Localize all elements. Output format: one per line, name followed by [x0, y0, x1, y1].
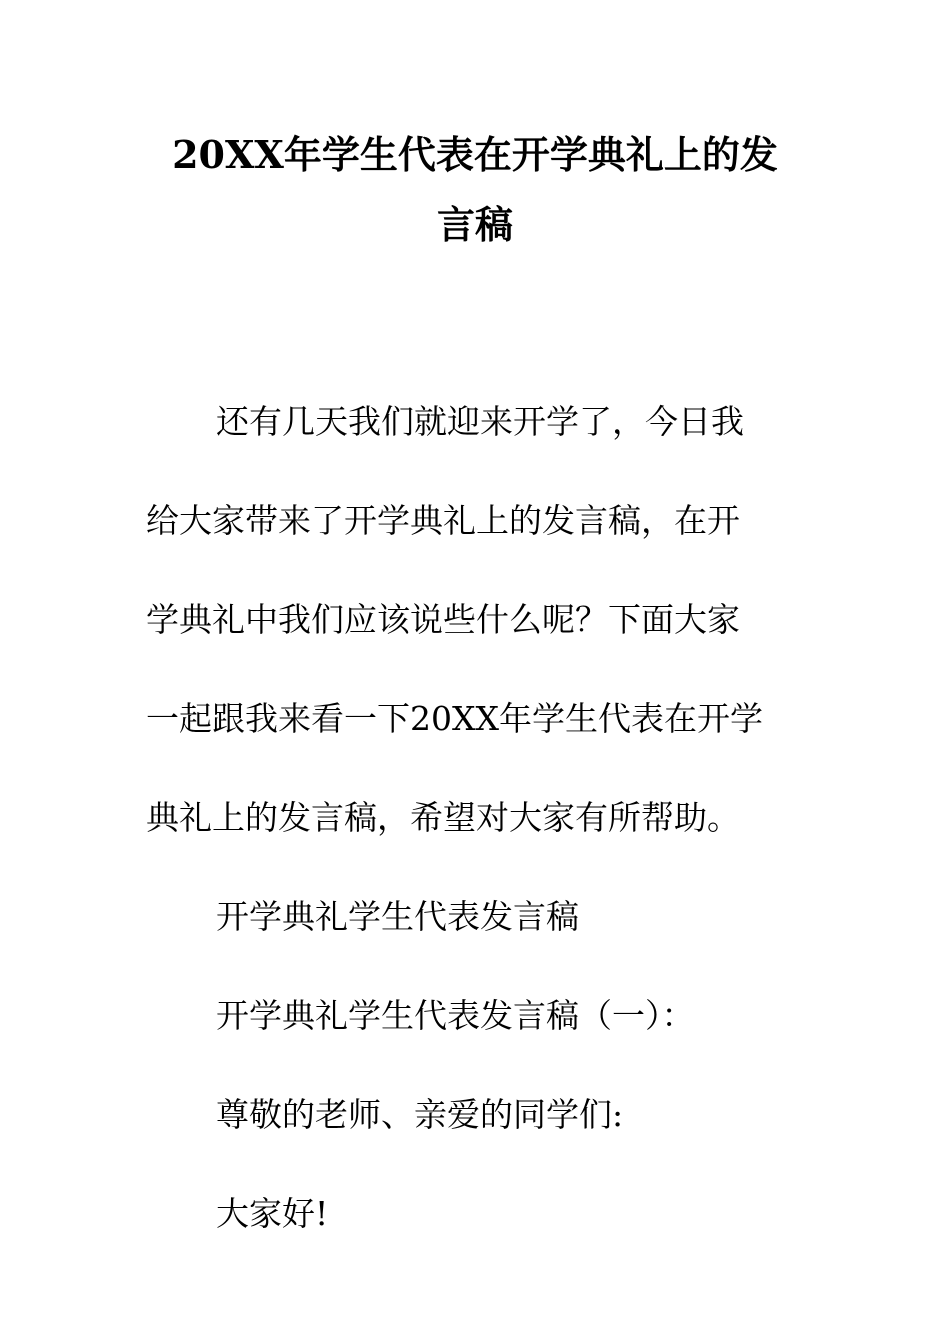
greeting: 大家好!	[216, 1194, 329, 1233]
salutation: 尊敬的老师、亲爱的同学们:	[216, 1095, 624, 1134]
title-line: 言稿	[436, 202, 513, 247]
paragraph-line: 学典礼中我们应该说些什么呢？下面大家	[146, 600, 740, 639]
title-line: 20XX年学生代表在开学典礼上的发	[172, 132, 778, 177]
document-title	[140, 120, 810, 260]
paragraph-line: 还有几天我们就迎来开学了，今日我	[216, 402, 744, 441]
paragraph-line: 一起跟我来看一下20XX年学生代表在开学	[146, 699, 763, 738]
section-heading: 开学典礼学生代表发言稿	[216, 897, 579, 936]
paragraph-line: 给大家带来了开学典礼上的发言稿，在开	[146, 501, 740, 540]
document-body	[146, 372, 806, 1263]
paragraph-line: 典礼上的发言稿，希望对大家有所帮助。	[146, 798, 740, 837]
subsection-heading: 开学典礼学生代表发言稿（一）：	[216, 996, 695, 1035]
